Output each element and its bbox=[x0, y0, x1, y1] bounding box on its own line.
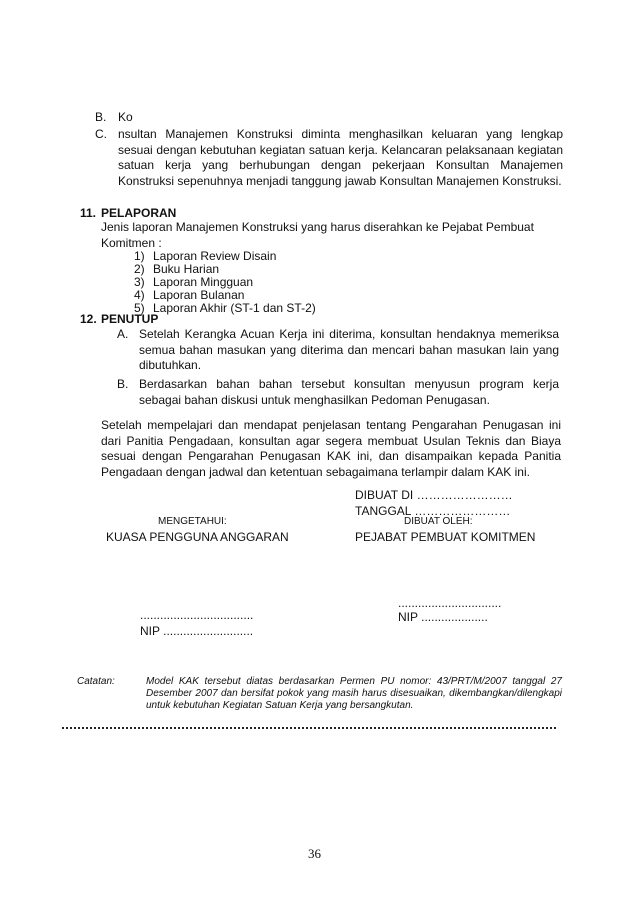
note-label: Catatan: bbox=[77, 676, 115, 687]
dibuat-di: DIBUAT DI …………………… bbox=[355, 488, 513, 502]
mengetahui-caption: MENGETAHUI: bbox=[158, 516, 227, 527]
section-11-heading bbox=[80, 206, 176, 220]
dibuat-oleh-caption: DIBUAT OLEH: bbox=[404, 516, 473, 527]
right-signature-dots: ............................... bbox=[398, 596, 502, 610]
penutup-item-b-label: B. bbox=[117, 377, 129, 391]
left-nip: NIP ........................... bbox=[140, 624, 254, 638]
list-item: 1) Laporan Review Disain bbox=[134, 249, 277, 263]
list-item: 4) Laporan Bulanan bbox=[134, 288, 245, 302]
tanggal: TANGGAL …………………… bbox=[355, 504, 511, 518]
section-12-number: 12. bbox=[80, 312, 97, 326]
closing-paragraph: Setelah mempelajari dan mendapat penjelasan tentang Pengarahan Penugasan ini dari Panitia Pengadaan, konsultan agar segera membuat Usulan Teknis dan Biaya sesuai dengan Pengarahan Penugasan KAK ini, dan disampaikan kepada Panitia Pengadaan dengan jadwal dan ketentuan sebagaimana terlampir dalam KAK ini. bbox=[101, 418, 561, 479]
section-11-number: 11. bbox=[80, 206, 97, 220]
section-11-intro: Jenis laporan Manajemen Konstruksi yang harus diserahkan ke Pejabat Pembuat Komitmen : bbox=[101, 220, 534, 250]
penutup-item-a bbox=[117, 327, 559, 374]
page-number: 36 bbox=[308, 846, 321, 861]
penutup-item-a-text: Setelah Kerangka Acuan Kerja ini diterima, konsultan hendaknya memeriksa semua bahan masukan yang diterima dan mencari bahan masukan lain yang dibutuhkan. bbox=[139, 327, 559, 372]
item-c-text: nsultan Manajemen Konstruksi diminta menghasilkan keluaran yang lengkap sesuai dengan kebutuhan kegiatan satuan kerja. Kelancaran pelaksanaan kegiatan satuan kerja yang berhubungan dengan pekerjaan Konsultan Manajemen Konstruksi sepenuhnya menjadi tanggung jawab Konsultan Manajemen Konstruksi. bbox=[118, 127, 563, 188]
kuasa-pengguna-anggaran: KUASA PENGGUNA ANGGARAN bbox=[106, 530, 289, 544]
item-c-label: C. bbox=[95, 127, 107, 141]
section-12-title: PENUTUP bbox=[101, 312, 159, 326]
item-b-text: Ko bbox=[118, 110, 133, 124]
penutup-item-b bbox=[117, 377, 559, 408]
list-item: 5) Laporan Akhir (ST-1 dan ST-2) bbox=[134, 301, 316, 315]
item-b-label: B. bbox=[95, 110, 107, 124]
left-signature-dots: .................................. bbox=[140, 608, 254, 622]
penutup-item-b-text: Berdasarkan bahan bahan tersebut konsultan menyusun program kerja sebagai bahan diskusi untuk menghasilkan Pedoman Penugasan. bbox=[139, 377, 559, 407]
section-12-heading bbox=[80, 312, 158, 326]
note-text: Model KAK tersebut diatas berdasarkan Permen PU nomor: 43/PRT/M/2007 tanggal 27 Desember 2007 dan bersifat pokok yang masih harus disesuaikan, dikembangkan/dilengkapi untuk kebutuhan Kegiatan Satuan Kerja yang bersangkutan. bbox=[146, 676, 562, 711]
list-item: 2) Buku Harian bbox=[134, 262, 220, 276]
item-c bbox=[95, 127, 563, 189]
penutup-item-a-label: A. bbox=[117, 327, 129, 341]
right-nip: NIP .................... bbox=[398, 610, 488, 624]
section-11-title: PELAPORAN bbox=[101, 206, 177, 220]
item-b bbox=[95, 110, 565, 124]
dotted-divider bbox=[62, 727, 556, 729]
pejabat-pembuat-komitmen: PEJABAT PEMBUAT KOMITMEN bbox=[355, 530, 536, 544]
list-item: 3) Laporan Mingguan bbox=[134, 275, 254, 289]
report-list bbox=[134, 250, 316, 315]
